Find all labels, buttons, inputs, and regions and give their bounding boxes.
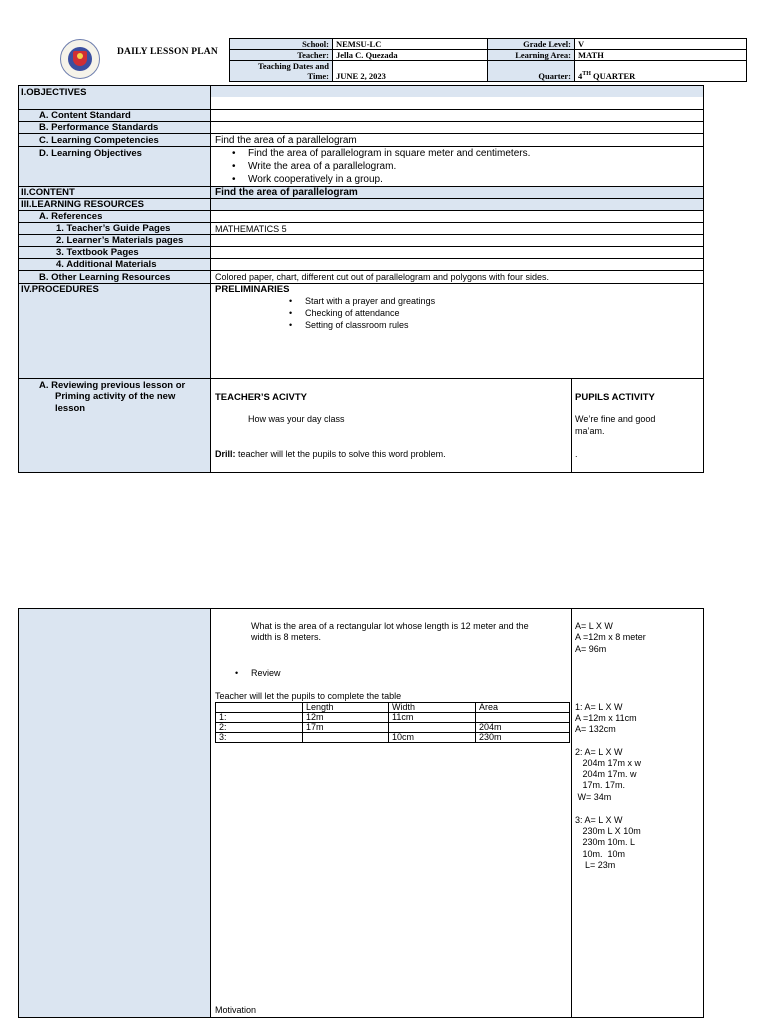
- teachers-guide-label: 1. Teacher’s Guide Pages: [56, 223, 171, 234]
- answer-line: A= 96m: [575, 644, 607, 654]
- table-header-row: [216, 703, 570, 713]
- drill-body: teacher will let the pupils to solve this word problem.: [235, 449, 446, 459]
- grade-label: Grade Level:: [488, 39, 575, 50]
- preliminary-item: • Start with a prayer and greatings: [305, 296, 435, 307]
- table-header-cell: Area: [476, 703, 570, 713]
- table-cell: [476, 713, 570, 723]
- textbook-pages-label: 3. Textbook Pages: [56, 247, 139, 258]
- table-row: [216, 713, 570, 723]
- solution-line: 17m. 17m.: [575, 780, 626, 790]
- word-problem-line1: What is the area of a rectangular lot whose length is 12 meter and the: [251, 621, 529, 631]
- school-label: School:: [230, 39, 333, 50]
- solution-line: W= 34m: [575, 792, 612, 802]
- learning-area-label: Learning Area:: [488, 50, 575, 61]
- learning-competencies-label: C. Learning Competencies: [39, 135, 159, 146]
- table-cell: 2:: [216, 723, 303, 733]
- pupils-dot: .: [575, 449, 578, 459]
- reviewing-label-line2: Priming activity of the new: [55, 391, 176, 402]
- page2-divider: [210, 608, 211, 1018]
- table-cell: 230m: [476, 733, 570, 743]
- teaching-dates-label-line1: Teaching Dates and: [257, 61, 329, 71]
- table-cell: 17m: [303, 723, 389, 733]
- teaching-dates-label: [230, 61, 333, 82]
- greeting-answer-line2: ma’am.: [575, 426, 605, 436]
- table-header-cell: Width: [389, 703, 476, 713]
- rule: [18, 210, 704, 211]
- quarter-word: QUARTER: [590, 71, 636, 81]
- preliminary-item: • Checking of attendance: [305, 308, 400, 319]
- quarter-suffix: TH: [582, 71, 591, 78]
- pupils-column-divider: [571, 378, 572, 473]
- reviewing-label-line1: A. Reviewing previous lesson or: [39, 380, 186, 391]
- solution-line: 3: A= L X W: [575, 815, 623, 825]
- teaching-date-value: JUNE 2, 2023: [333, 61, 488, 82]
- solution-line: 204m 17m x w: [575, 758, 642, 768]
- rule: [18, 146, 704, 147]
- deped-logo: [60, 39, 100, 79]
- drill-text: [215, 449, 446, 460]
- column-divider: [210, 85, 211, 473]
- teacher-value: Jella C. Quezada: [333, 50, 488, 61]
- solution-line: 204m 17m. w: [575, 769, 637, 779]
- solution-line: 1: A= L X W: [575, 702, 623, 712]
- solution-line: A= 132cm: [575, 724, 616, 734]
- table-cell: [389, 723, 476, 733]
- objective-item: • Find the area of parallelogram in square meter and centimeters.: [248, 148, 530, 159]
- sun-icon: [77, 53, 83, 59]
- learning-objectives-label: D. Learning Objectives: [39, 148, 142, 159]
- procedures-heading: IV.PROCEDURES: [21, 284, 99, 295]
- other-resources-label: B. Other Learning Resources: [39, 272, 171, 283]
- table-cell: 12m: [303, 713, 389, 723]
- school-value: NEMSU-LC: [333, 39, 488, 50]
- table-cell: 204m: [476, 723, 570, 733]
- document-title: DAILY LESSON PLAN: [117, 47, 218, 57]
- solution-line: 230m L X 10m: [575, 826, 641, 836]
- rule: [18, 378, 704, 379]
- table-row: [216, 733, 570, 743]
- table-cell: 11cm: [389, 713, 476, 723]
- solution-line: 10m. 10m: [575, 849, 626, 859]
- completion-table: [215, 702, 570, 743]
- preliminary-item: • Setting of classroom rules: [305, 320, 409, 331]
- page2-table: [18, 608, 704, 1018]
- motivation-label: Motivation: [215, 1005, 257, 1015]
- content-heading: II.CONTENT: [21, 187, 75, 198]
- table-intro: Teacher will let the pupils to complete the table: [215, 691, 402, 701]
- header-info-table: [229, 38, 747, 82]
- table-cell: [303, 733, 389, 743]
- performance-standards-label: B. Performance Standards: [39, 122, 159, 133]
- solution-line: 230m 10m. L: [575, 837, 636, 847]
- other-resources-value: Colored paper, chart, different cut out of parallelogram and polygons with four sides.: [215, 272, 550, 282]
- solution-line: A =12m x 11cm: [575, 713, 637, 723]
- learning-area-value: MATH: [575, 50, 747, 61]
- objectives-heading: I.OBJECTIVES: [21, 87, 87, 98]
- drill-label: Drill:: [215, 449, 236, 459]
- solution-line: 2: A= L X W: [575, 747, 623, 757]
- greeting-answer-line1: We’re fine and good: [575, 414, 656, 424]
- content-value: Find the area of parallelogram: [215, 187, 358, 198]
- preliminaries-heading: PRELIMINARIES: [215, 284, 290, 295]
- pupils-activity-heading: PUPILS ACTIVITY: [575, 392, 655, 403]
- rule: [18, 186, 704, 187]
- objective-item: • Write the area of a parallelogram.: [248, 161, 396, 172]
- rule: [18, 133, 704, 134]
- content-standard-label: A. Content Standard: [39, 110, 131, 121]
- solution-line: L= 23m: [575, 860, 616, 870]
- quarter-label: Quarter:: [488, 61, 575, 82]
- teaching-dates-label-line2: Time:: [307, 71, 329, 81]
- greeting-question: How was your day class: [248, 414, 345, 424]
- answer-line: A= L X W: [575, 621, 613, 631]
- quarter-number: 4: [578, 71, 583, 81]
- table-header-cell: Length: [303, 703, 389, 713]
- objective-item: • Work cooperatively in a group.: [248, 174, 383, 185]
- table-cell: 10cm: [389, 733, 476, 743]
- word-problem-line2: width is 8 meters.: [251, 632, 322, 642]
- reviewing-label-line3: lesson: [55, 403, 86, 414]
- table-row: [216, 723, 570, 733]
- table-cell: 3:: [216, 733, 303, 743]
- teachers-guide-value: MATHEMATICS 5: [215, 224, 287, 234]
- rule: [18, 283, 704, 284]
- learners-materials-label: 2. Learner’s Materials pages: [56, 235, 184, 246]
- grade-value: V: [575, 39, 747, 50]
- table-header-cell: [216, 703, 303, 713]
- quarter-value: [575, 61, 747, 82]
- teacher-label: Teacher:: [230, 50, 333, 61]
- table-cell: 1:: [216, 713, 303, 723]
- page2-pupils-divider: [571, 608, 572, 1018]
- learning-competencies-value: Find the area of a parallelogram: [215, 135, 357, 146]
- review-item: • Review: [251, 668, 281, 679]
- learning-resources-heading: III.LEARNING RESOURCES: [21, 199, 144, 210]
- answer-line: A =12m x 8 meter: [575, 632, 646, 642]
- references-label: A. References: [39, 211, 103, 222]
- teacher-activity-heading: TEACHER’S ACIVTY: [215, 392, 308, 403]
- rule: [18, 270, 704, 271]
- additional-materials-label: 4. Additional Materials: [56, 259, 157, 270]
